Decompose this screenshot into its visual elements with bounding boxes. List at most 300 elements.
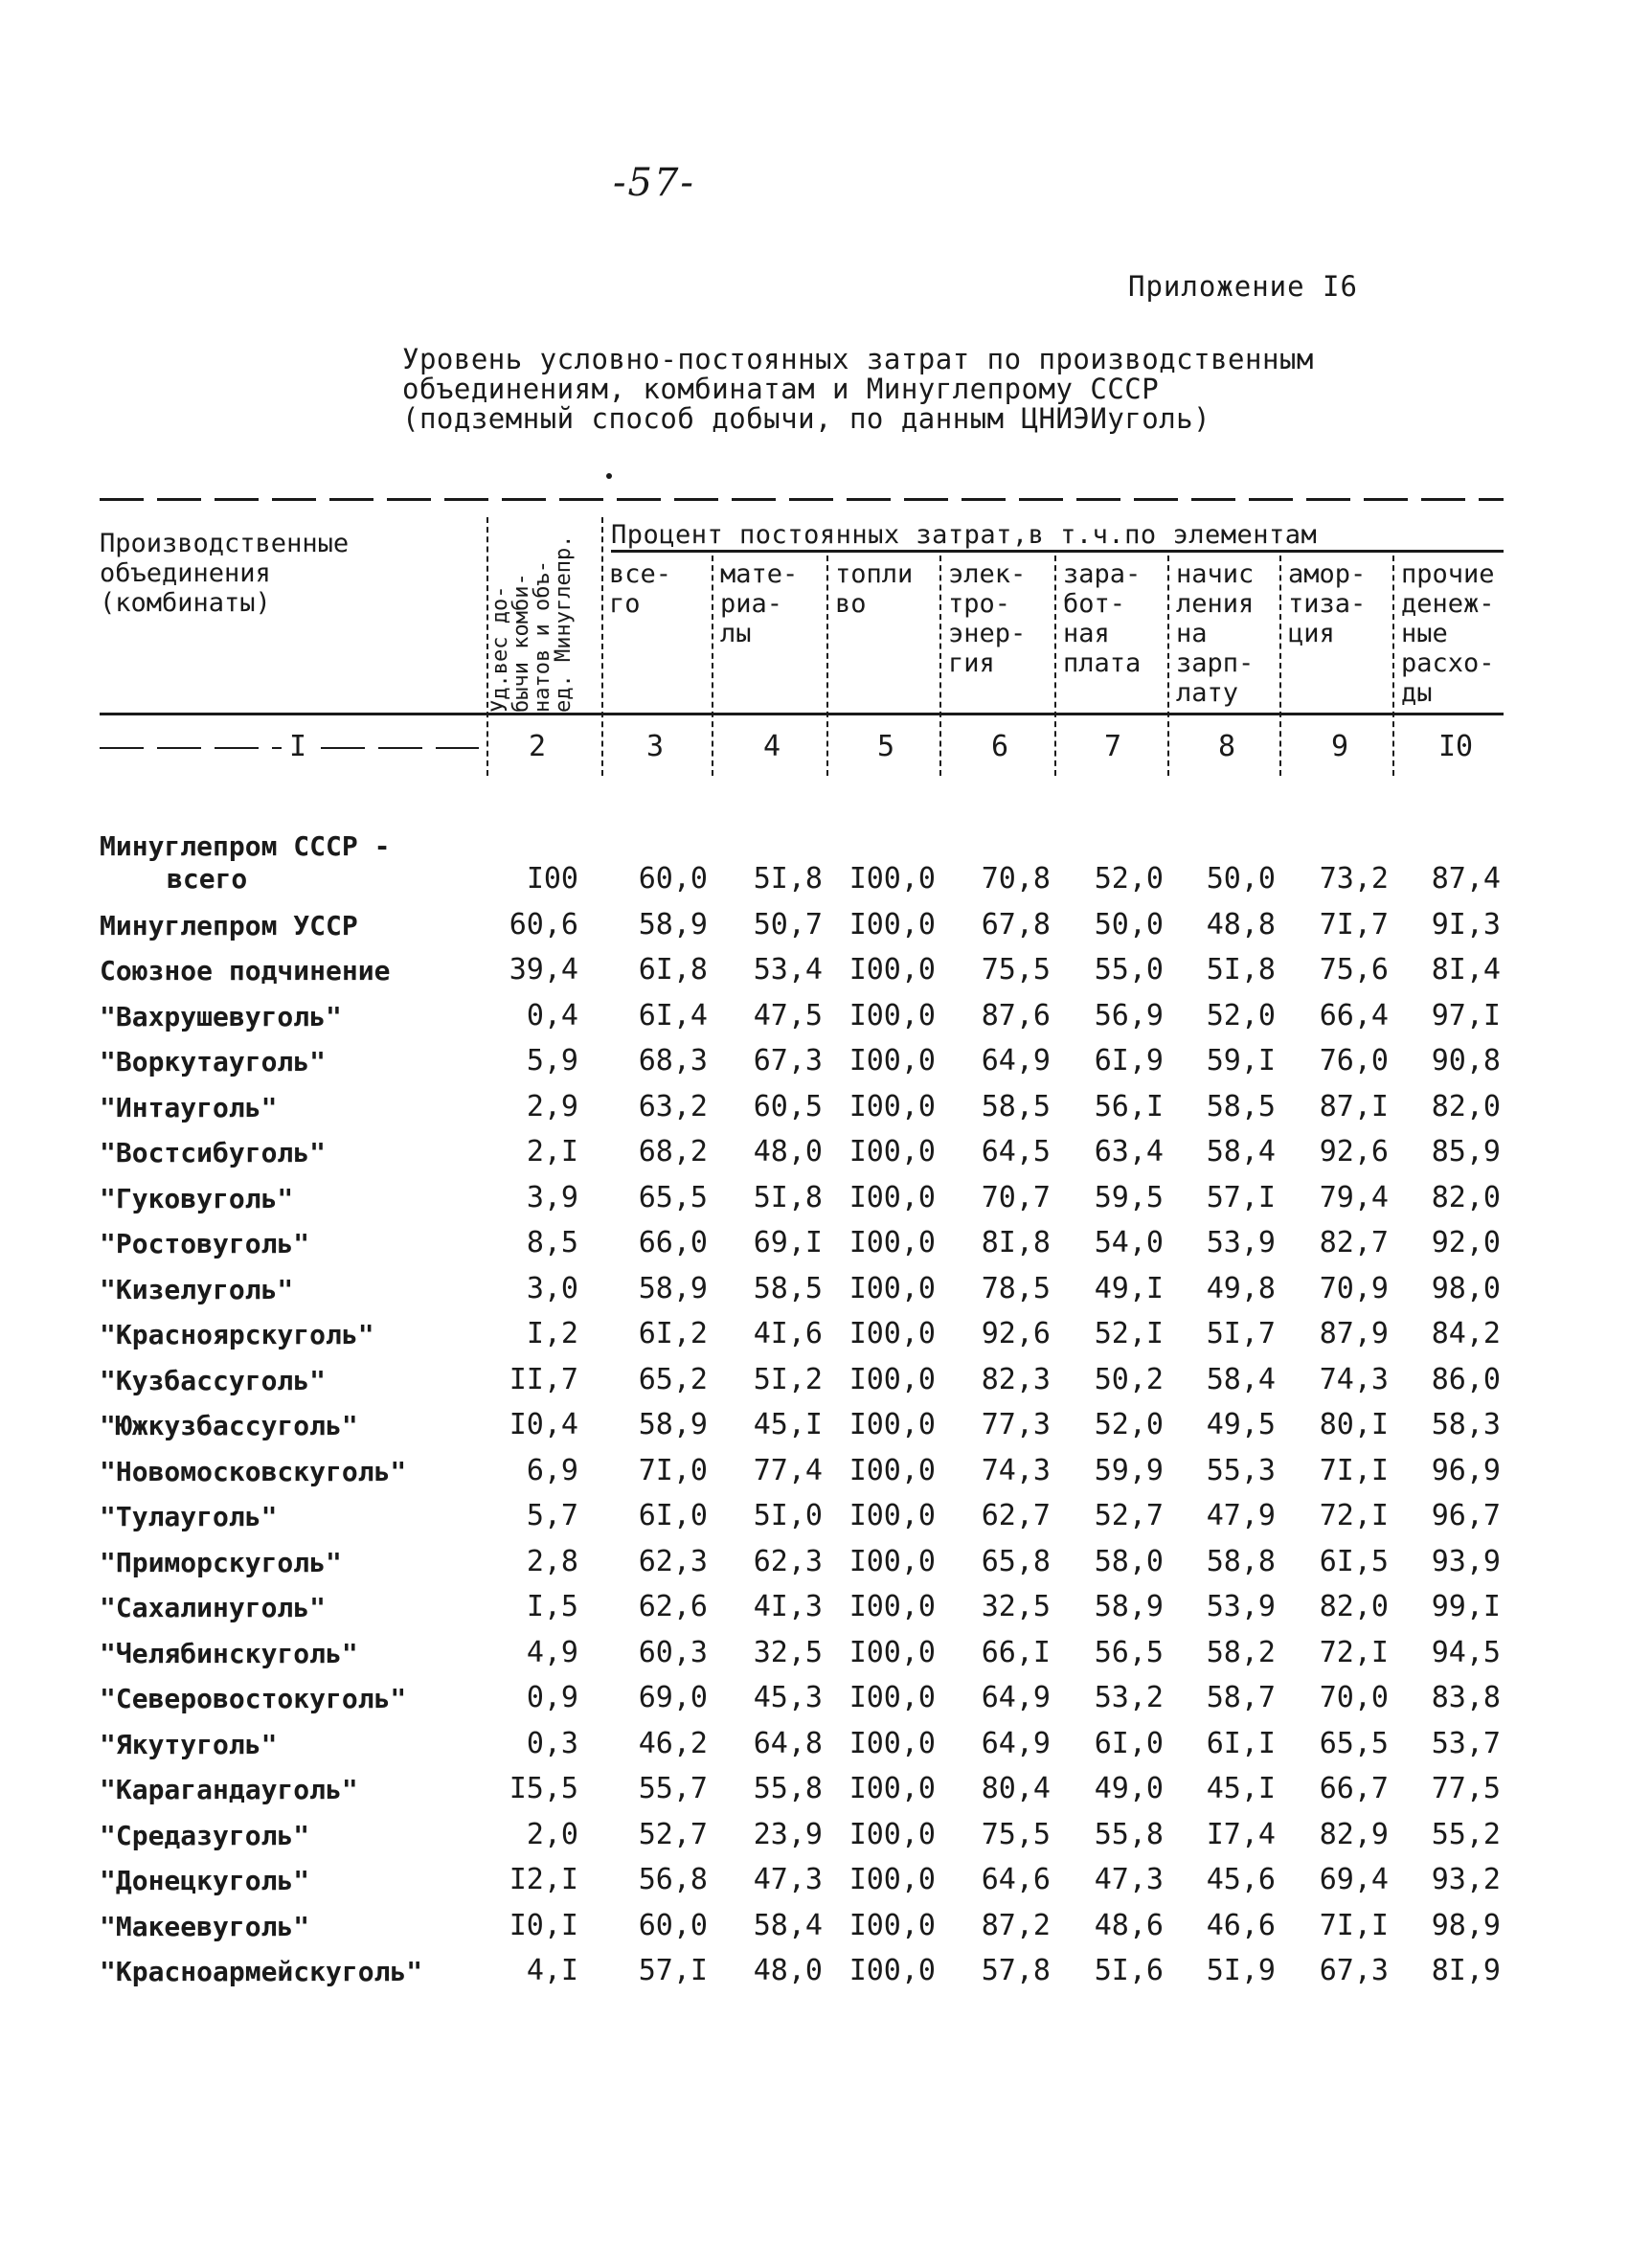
cell: I,5 — [526, 1590, 578, 1623]
header-line: риа- — [720, 589, 783, 619]
column-number: 5 — [877, 730, 895, 763]
cell: 58,0 — [1094, 1544, 1164, 1578]
cell: I,2 — [526, 1317, 578, 1350]
cell: 49,I — [1094, 1271, 1164, 1305]
cell: 45,6 — [1206, 1863, 1276, 1896]
cell: 48,6 — [1094, 1908, 1164, 1942]
table-title — [402, 345, 1532, 434]
cell: 62,6 — [638, 1590, 708, 1623]
cell: 82,0 — [1431, 1180, 1501, 1214]
row-name: "Сахалинуголь" — [100, 1592, 327, 1623]
cell: 55,7 — [638, 1772, 708, 1805]
cell: 66,I — [981, 1635, 1051, 1669]
table-row — [96, 1532, 1501, 1578]
table-row — [96, 1669, 1501, 1715]
header-line: прочие — [1401, 559, 1495, 589]
header-line: ные — [1401, 619, 1448, 648]
cell: 84,2 — [1431, 1317, 1501, 1350]
column-number: 7 — [1104, 730, 1122, 763]
ink-dot — [606, 473, 612, 479]
header-line: зара- — [1063, 559, 1142, 589]
cell: 6I,5 — [1319, 1544, 1389, 1578]
header-line: гия — [948, 648, 995, 678]
table-row — [96, 1350, 1501, 1396]
cell: 8I,4 — [1431, 953, 1501, 987]
header-separator — [1392, 556, 1396, 776]
cell: 60,6 — [509, 907, 578, 941]
header-line: лы — [720, 619, 752, 648]
cell: II,7 — [509, 1362, 578, 1396]
row-name: "Кузбассуголь" — [100, 1364, 327, 1396]
cell: 6,9 — [526, 1453, 578, 1487]
cell: 64,6 — [981, 1863, 1051, 1896]
cell: 82,0 — [1431, 1089, 1501, 1123]
table-row — [96, 1487, 1501, 1533]
cell: 96,7 — [1431, 1499, 1501, 1532]
header-line: Уд.вес до- — [488, 585, 512, 713]
cell: 64,9 — [981, 1726, 1051, 1760]
cell: I00 — [526, 862, 578, 896]
cell: 5,9 — [526, 1044, 578, 1077]
header-line: бычи комби- — [509, 573, 533, 713]
cell: 32,5 — [981, 1590, 1051, 1623]
cell: 65,5 — [1319, 1726, 1389, 1760]
cell: 68,2 — [638, 1135, 708, 1168]
cell: 46,6 — [1206, 1908, 1276, 1942]
cell: 69,I — [753, 1226, 823, 1259]
cell: 75,6 — [1319, 953, 1389, 987]
cell: 96,9 — [1431, 1453, 1501, 1487]
title-line: Уровень условно-постоянных затрат по производственным — [402, 343, 1314, 375]
row-name — [96, 805, 483, 896]
cell: 5I,8 — [753, 862, 823, 896]
header-line: плата — [1063, 648, 1142, 678]
header-depreciation — [1288, 559, 1366, 648]
header-separator — [939, 556, 943, 776]
row-name: "Средазуголь" — [100, 1819, 310, 1851]
cell: 87,I — [1319, 1089, 1389, 1123]
cell: 4,I — [526, 1954, 578, 1987]
cell: 68,3 — [638, 1044, 708, 1077]
cell: 65,8 — [981, 1544, 1051, 1578]
cell: 53,4 — [753, 953, 823, 987]
cell: 6I,0 — [1094, 1726, 1164, 1760]
table-row — [96, 1896, 1501, 1942]
cell: 2,8 — [526, 1544, 578, 1578]
cell: 47,3 — [753, 1863, 823, 1896]
column-number: 4 — [763, 730, 781, 763]
row-name: "Вахрушевуголь" — [100, 1000, 342, 1032]
cell: 48,0 — [753, 1135, 823, 1168]
header-line: амор- — [1288, 559, 1367, 589]
cell: 59,I — [1206, 1044, 1276, 1077]
row-name: "Кизелуголь" — [100, 1273, 294, 1305]
cell: 39,4 — [509, 953, 578, 987]
header-separator — [601, 517, 605, 776]
cell: 67,3 — [753, 1044, 823, 1077]
cell: 80,4 — [981, 1772, 1051, 1805]
cell: I00,0 — [848, 1544, 936, 1578]
cell: 86,0 — [1431, 1362, 1501, 1396]
cell: 55,8 — [753, 1772, 823, 1805]
cell: 74,3 — [1319, 1362, 1389, 1396]
header-separator — [1167, 556, 1171, 776]
cell: I00,0 — [848, 1044, 936, 1077]
cell: 62,3 — [638, 1544, 708, 1578]
cell: I00,0 — [848, 1499, 936, 1532]
header-line: натов и объ- — [531, 560, 554, 713]
cell: 63,2 — [638, 1089, 708, 1123]
title-line: объединениям, комбинатам и Минуглепрому СССР — [402, 373, 1160, 405]
table-row — [96, 805, 1501, 896]
cell: I00,0 — [848, 862, 936, 896]
cell: 2,I — [526, 1135, 578, 1168]
cell: 4I,3 — [753, 1590, 823, 1623]
header-line: ления — [1176, 589, 1255, 619]
row-name: "Якутуголь" — [100, 1728, 278, 1760]
cell: 77,3 — [981, 1408, 1051, 1441]
table-row — [96, 1942, 1501, 1988]
header-line: мате- — [720, 559, 799, 589]
cell: 85,9 — [1431, 1135, 1501, 1168]
row-name: "Приморскуголь" — [100, 1546, 342, 1578]
header-line: зарп- — [1176, 648, 1255, 678]
header-line: лату — [1176, 678, 1239, 708]
cell: 69,4 — [1319, 1863, 1389, 1896]
cell: 48,0 — [753, 1954, 823, 1987]
row-name: "Красноармейскуголь" — [100, 1956, 423, 1987]
table-row — [96, 1714, 1501, 1760]
cell: 57,8 — [981, 1954, 1051, 1987]
cell: 7I,I — [1319, 1908, 1389, 1942]
column-number: 6 — [991, 730, 1009, 763]
cell: 55,8 — [1094, 1817, 1164, 1851]
cell: 77,5 — [1431, 1772, 1501, 1805]
cell: 66,4 — [1319, 998, 1389, 1032]
header-line: на — [1176, 619, 1208, 648]
cell: 82,3 — [981, 1362, 1051, 1396]
cell: 58,4 — [1206, 1362, 1276, 1396]
cell: 53,2 — [1094, 1681, 1164, 1714]
cell: 53,9 — [1206, 1226, 1276, 1259]
cell: 46,2 — [638, 1726, 708, 1760]
cell: 66,7 — [1319, 1772, 1389, 1805]
cell: 92,6 — [981, 1317, 1051, 1350]
cell: 3,9 — [526, 1180, 578, 1214]
cell: 64,8 — [753, 1726, 823, 1760]
cell: 0,3 — [526, 1726, 578, 1760]
header-line: тиза- — [1288, 589, 1367, 619]
header-first-column — [100, 529, 349, 618]
header-line: во — [835, 589, 867, 619]
cell: 6I,9 — [1094, 1044, 1164, 1077]
cell: 56,9 — [1094, 998, 1164, 1032]
cell: 52,0 — [1094, 862, 1164, 896]
row-name: "Интауголь" — [100, 1091, 278, 1123]
cell: 99,I — [1431, 1590, 1501, 1623]
cell: 60,5 — [753, 1089, 823, 1123]
cell: I00,0 — [848, 1362, 936, 1396]
cell: 5I,6 — [1094, 1954, 1164, 1987]
column-number: 9 — [1331, 730, 1349, 763]
table-row — [96, 1214, 1501, 1260]
cell: 82,0 — [1319, 1590, 1389, 1623]
row-name: "Ростовуголь" — [100, 1228, 310, 1259]
row-name: "Северовостокуголь" — [100, 1683, 407, 1714]
cell: 87,4 — [1431, 862, 1501, 896]
cell: 55,2 — [1431, 1817, 1501, 1851]
header-separator — [712, 556, 715, 776]
cell: 47,5 — [753, 998, 823, 1032]
header-other-expenses — [1401, 559, 1495, 708]
cell: 45,I — [1206, 1772, 1276, 1805]
cost-table — [96, 805, 1501, 1987]
cell: 52,I — [1094, 1317, 1164, 1350]
cell: I00,0 — [848, 1089, 936, 1123]
cell: I00,0 — [848, 1772, 936, 1805]
row-name: "Воркутауголь" — [100, 1046, 327, 1077]
cell: 23,9 — [753, 1817, 823, 1851]
cell: I00,0 — [848, 1226, 936, 1259]
cell: 50,0 — [1094, 907, 1164, 941]
table-row — [96, 1441, 1501, 1487]
cell: 83,8 — [1431, 1681, 1501, 1714]
header-line: (комбинаты) — [100, 588, 271, 618]
page-number: -57- — [613, 161, 695, 205]
header-line: ды — [1401, 678, 1433, 708]
cell: I5,5 — [509, 1772, 578, 1805]
cell: 4I,6 — [753, 1317, 823, 1350]
table-row — [96, 1168, 1501, 1214]
cell: 58,5 — [1206, 1089, 1276, 1123]
cell: 58,3 — [1431, 1408, 1501, 1441]
cell: 5,7 — [526, 1499, 578, 1532]
header-group: Процент постоянных затрат,в т.ч.по элементам — [611, 520, 1318, 550]
cell: 56,8 — [638, 1863, 708, 1896]
cell: I00,0 — [848, 1590, 936, 1623]
cell: 57,I — [638, 1954, 708, 1987]
cell: 5I,2 — [753, 1362, 823, 1396]
appendix-label: Приложение I6 — [1128, 270, 1358, 303]
cell: 75,5 — [981, 1817, 1051, 1851]
cell: 64,5 — [981, 1135, 1051, 1168]
cell: 70,7 — [981, 1180, 1051, 1214]
cell: I00,0 — [848, 1635, 936, 1669]
row-name-line: всего — [167, 863, 248, 895]
table-row — [96, 1123, 1501, 1169]
cell: 50,2 — [1094, 1362, 1164, 1396]
cell: 7I,I — [1319, 1453, 1389, 1487]
cell: 79,4 — [1319, 1180, 1389, 1214]
cell: 45,3 — [753, 1681, 823, 1714]
cell: 2,0 — [526, 1817, 578, 1851]
cell: 58,9 — [638, 907, 708, 941]
cell: 92,6 — [1319, 1135, 1389, 1168]
cell: 55,0 — [1094, 953, 1164, 987]
cell: 64,9 — [981, 1681, 1051, 1714]
row-name: "Карагандауголь" — [100, 1774, 358, 1805]
header-share-rotated — [490, 535, 575, 713]
cell: 8I,8 — [981, 1226, 1051, 1259]
cell: 69,0 — [638, 1681, 708, 1714]
header-line: бот- — [1063, 589, 1126, 619]
cell: 60,3 — [638, 1635, 708, 1669]
cell: I00,0 — [848, 1180, 936, 1214]
column-number: I — [289, 730, 307, 763]
cell: 93,9 — [1431, 1544, 1501, 1578]
cell: 55,3 — [1206, 1453, 1276, 1487]
cell: 3,0 — [526, 1271, 578, 1305]
table-row — [96, 1396, 1501, 1442]
cell: 87,9 — [1319, 1317, 1389, 1350]
cell: 73,2 — [1319, 862, 1389, 896]
cell: 66,0 — [638, 1226, 708, 1259]
cell: I00,0 — [848, 907, 936, 941]
cell: 62,7 — [981, 1499, 1051, 1532]
cell: 2,9 — [526, 1089, 578, 1123]
cell: 47,3 — [1094, 1863, 1164, 1896]
row-name: "Макеевуголь" — [100, 1910, 310, 1942]
header-line: энер- — [948, 619, 1027, 648]
title-line: (подземный способ добычи, по данным ЦНИЭИуголь) — [402, 402, 1211, 435]
cell: 65,2 — [638, 1362, 708, 1396]
table-row — [96, 896, 1501, 941]
cell: 5I,9 — [1206, 1954, 1276, 1987]
group-underline-rule — [611, 550, 1504, 553]
cell: 6I,2 — [638, 1317, 708, 1350]
row-name: "Донецкуголь" — [100, 1865, 310, 1896]
cell: 57,I — [1206, 1180, 1276, 1214]
header-separator — [1279, 556, 1283, 776]
header-line: начис — [1176, 559, 1255, 589]
header-line: Производственные — [100, 529, 350, 558]
cell: 58,8 — [1206, 1544, 1276, 1578]
cell: 52,7 — [1094, 1499, 1164, 1532]
table-row — [96, 1578, 1501, 1624]
cell: 5I,7 — [1206, 1317, 1276, 1350]
row-name: "Челябинскуголь" — [100, 1637, 358, 1669]
cell: I00,0 — [848, 1453, 936, 1487]
cell: 5I,8 — [1206, 953, 1276, 987]
cell: I00,0 — [848, 1681, 936, 1714]
cell: 6I,0 — [638, 1499, 708, 1532]
cell: 70,9 — [1319, 1271, 1389, 1305]
cell: 53,9 — [1206, 1590, 1276, 1623]
header-materials — [720, 559, 798, 648]
cell: 60,0 — [638, 1908, 708, 1942]
cell: 77,4 — [753, 1453, 823, 1487]
cell: 7I,0 — [638, 1453, 708, 1487]
cell: 54,0 — [1094, 1226, 1164, 1259]
cell: 70,8 — [981, 862, 1051, 896]
row-name: Минуглепром УССР — [100, 909, 358, 941]
cell: I00,0 — [848, 1408, 936, 1441]
cell: 80,I — [1319, 1408, 1389, 1441]
cell: 97,I — [1431, 998, 1501, 1032]
table-row — [96, 1305, 1501, 1351]
cell: 56,5 — [1094, 1635, 1164, 1669]
header-line: ция — [1288, 619, 1335, 648]
cell: 90,8 — [1431, 1044, 1501, 1077]
cell: 65,5 — [638, 1180, 708, 1214]
cell: 7I,7 — [1319, 907, 1389, 941]
cell: 6I,I — [1206, 1726, 1276, 1760]
cell: 59,9 — [1094, 1453, 1164, 1487]
header-separator — [826, 556, 830, 776]
cell: 47,9 — [1206, 1499, 1276, 1532]
cell: I00,0 — [848, 1271, 936, 1305]
cell: 50,7 — [753, 907, 823, 941]
cell: 78,5 — [981, 1271, 1051, 1305]
cell: 45,I — [753, 1408, 823, 1441]
cell: 59,5 — [1094, 1180, 1164, 1214]
cell: I00,0 — [848, 1954, 936, 1987]
cell: 52,0 — [1094, 1408, 1164, 1441]
header-separator — [1054, 556, 1058, 776]
header-electricity — [948, 559, 1026, 678]
cell: 8,5 — [526, 1226, 578, 1259]
cell: 63,4 — [1094, 1135, 1164, 1168]
header-wage-charges — [1176, 559, 1254, 708]
header-line: объединения — [100, 558, 271, 588]
header-line: тро- — [948, 589, 1011, 619]
cell: 32,5 — [753, 1635, 823, 1669]
cell: 92,0 — [1431, 1226, 1501, 1259]
cell: 64,9 — [981, 1044, 1051, 1077]
row-name: "Тулауголь" — [100, 1501, 278, 1532]
cell: 58,4 — [1206, 1135, 1276, 1168]
cell: 48,8 — [1206, 907, 1276, 941]
cell: 58,9 — [638, 1271, 708, 1305]
cell: 52,7 — [638, 1817, 708, 1851]
cell: 56,I — [1094, 1089, 1164, 1123]
row-name-line: Минуглепром СССР - — [100, 830, 391, 862]
table-row — [96, 1259, 1501, 1305]
cell: I00,0 — [848, 1817, 936, 1851]
column-number: 2 — [529, 730, 547, 763]
cell: 72,I — [1319, 1635, 1389, 1669]
header-total — [609, 559, 671, 619]
cell: 0,9 — [526, 1681, 578, 1714]
column-number: 3 — [646, 730, 665, 763]
cell: 9I,3 — [1431, 907, 1501, 941]
cell: 58,5 — [753, 1271, 823, 1305]
cell: I0,4 — [509, 1408, 578, 1441]
cell: 5I,0 — [753, 1499, 823, 1532]
cell: 70,0 — [1319, 1681, 1389, 1714]
cell: 49,8 — [1206, 1271, 1276, 1305]
table-row — [96, 941, 1501, 987]
cell: 53,7 — [1431, 1726, 1501, 1760]
cell: 58,4 — [753, 1908, 823, 1942]
table-row — [96, 1851, 1501, 1897]
cell: 93,2 — [1431, 1863, 1501, 1896]
table-row — [96, 1077, 1501, 1123]
cell: I00,0 — [848, 1908, 936, 1942]
cell: 87,2 — [981, 1908, 1051, 1942]
header-line: расхо- — [1401, 648, 1495, 678]
header-line: топли — [835, 559, 914, 589]
table-row — [96, 1760, 1501, 1806]
table-row — [96, 1623, 1501, 1669]
column-number: 8 — [1218, 730, 1236, 763]
table-row — [96, 1805, 1501, 1851]
cell: 58,2 — [1206, 1635, 1276, 1669]
cell: 98,0 — [1431, 1271, 1501, 1305]
cell: I2,I — [509, 1863, 578, 1896]
cell: 49,5 — [1206, 1408, 1276, 1441]
cell: 72,I — [1319, 1499, 1389, 1532]
